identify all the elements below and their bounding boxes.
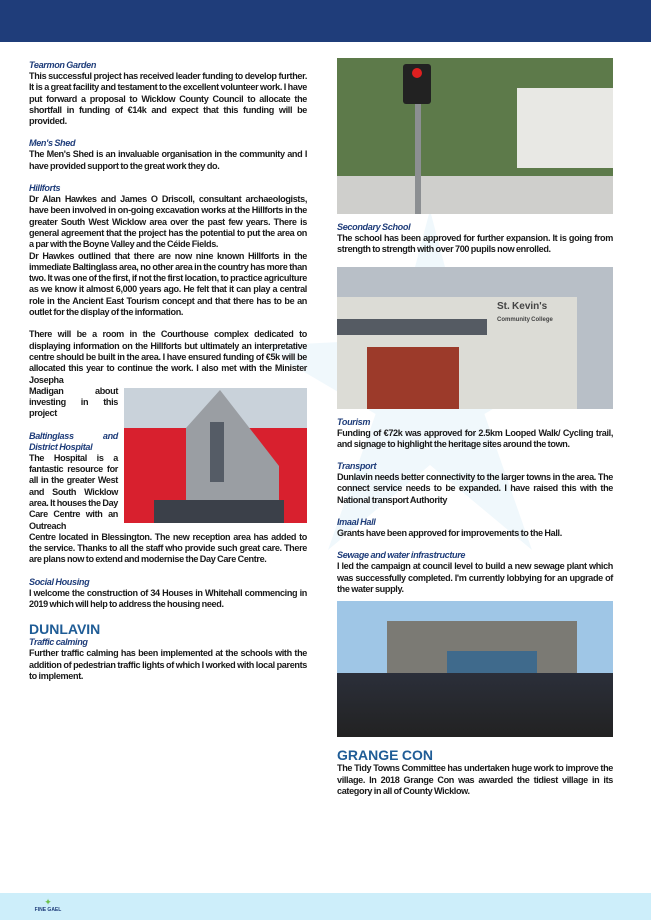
group-photo xyxy=(337,601,613,737)
hillforts-heading: Hillforts xyxy=(29,183,61,194)
school-sign: St. Kevin's xyxy=(497,300,548,312)
traffic-heading: Traffic calming xyxy=(29,637,88,648)
tourism-body: Funding of €72k was approved for 2.5km Looped Walk/ Cycling trail, and signage to highlight the heritage sites around the town. xyxy=(337,427,613,449)
hillforts-body-4: Madigan about investing in this project xyxy=(29,385,118,419)
hospital-body-1: The Hospital is a fantastic resource for all in the greater West and South Wicklow area. It houses the Day Care Centre with an Outreach xyxy=(29,452,119,531)
hospital-heading: Baltinglass and District Hospital xyxy=(29,430,118,452)
hospital-photo xyxy=(124,388,307,523)
fine-gael-logo xyxy=(26,898,70,914)
school-sign-sub: Community College xyxy=(497,316,553,323)
sewage-body: I led the campaign at council level to build a new sewage plant which was successfully completed. I'm currently lobbying for an upgrade of the water supply. xyxy=(337,561,613,594)
grangecon-body: The Tidy Towns Committee has undertaken huge work to improve the village. In 2018 Grange Con was awarded the tidiest village in its category in all of County Wicklow. xyxy=(337,763,613,796)
housing-heading: Social Housing xyxy=(29,576,90,587)
tourism-heading: Tourism xyxy=(337,416,371,427)
dunlavin-title: DUNLAVIN xyxy=(29,621,101,638)
sewage-heading: Sewage and water infrastructure xyxy=(337,550,466,561)
school-body: The school has been approved for further expansion. It is going from strength to strength with over 700 pupils now enrolled. xyxy=(337,233,613,255)
right-column xyxy=(337,58,613,797)
imaal-body: Grants have been approved for improvements to the Hall. xyxy=(337,528,562,539)
logo-text: FINE GAEL xyxy=(34,907,62,913)
star-icon: ✦ xyxy=(44,897,52,907)
traffic-lights-photo xyxy=(337,58,613,214)
school-photo xyxy=(337,267,613,409)
transport-body: Dunlavin needs better connectivity to the larger towns in the area. The connect service needs to be expanded. I have raised this with the National transport Authority xyxy=(337,472,613,505)
traffic-body: Further traffic calming has been implemented at the schools with the addition of pedestrian traffic lights of which I worked with local parents to implement. xyxy=(29,648,307,681)
grangecon-title: GRANGE CON xyxy=(337,747,433,764)
footer-bar xyxy=(0,893,651,920)
hillforts-body-1: Dr Alan Hawkes and James O Driscoll, consultant archaeologists, have been involved in on-going excavation works at the Hillforts in the greater South West Wicklow area over the past few years. There is general agreement that the project has the potential to put the area on a par with the Boyne Valley and the Céide Fields. xyxy=(29,194,307,250)
mens-shed-heading: Men's Shed xyxy=(29,138,76,149)
header-bar xyxy=(0,0,651,42)
hillforts-body-3: There will be a room in the Courthouse complex dedicated to displaying information on the Hillforts but ultimately an interpretative centre should be built in the area. I have ensured funding of €5k will be allocated this year to continue the work. I also met with the Minister Josepha xyxy=(29,329,307,385)
imaal-heading: Imaal Hall xyxy=(337,517,376,528)
hospital-body-2: Centre located in Blessington. The new reception area has added to the service. Thanks to all the staff who provide such great care. There are plans now to extend and modernise the Day Care Centre. xyxy=(29,531,307,565)
mens-shed-body: The Men's Shed is an invaluable organisation in the community and I have provided support to the great work they do. xyxy=(29,149,307,171)
housing-body: I welcome the construction of 34 Houses in Whitehall commencing in 2019 which will help to address the housing need. xyxy=(29,587,307,609)
tearmon-body: This successful project has received leader funding to develop further. It is a great facility and testament to the excellent volunteer work. I have put forward a proposal to Wicklow County Council to allocate the shortfall in funding of €14k and expect that this funding will be provided. xyxy=(29,71,307,127)
tearmon-heading: Tearmon Garden xyxy=(29,60,97,70)
school-heading: Secondary School xyxy=(337,222,411,232)
left-column xyxy=(29,60,307,682)
transport-heading: Transport xyxy=(337,461,377,472)
hillforts-body-2: Dr Hawkes outlined that there are now nine known Hillforts in the immediate Baltinglass area, no other area in the country has more than two. It was one of the first, if not the first location, to practice agriculture as we know it almost 6,000 years ago. He felt that it can play a central role in the Ancient East Tourism concept and that there has to be an outlet for the display of the information. xyxy=(29,250,307,318)
